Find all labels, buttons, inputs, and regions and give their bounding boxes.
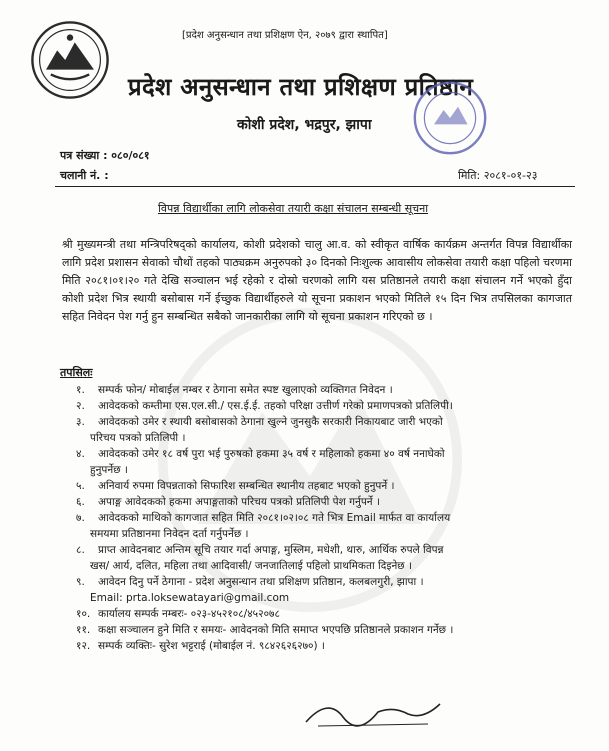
header-divider bbox=[55, 186, 575, 187]
item-number: ११. bbox=[76, 624, 91, 636]
item-text: आवेदकको उमेर र स्थायी बसोबासको ठेगाना खुल्ने जुनसुकै सरकारी निकायबाट जारी भएको bbox=[98, 416, 443, 428]
item-text: आवेदकको उमेर १८ वर्ष पुरा भई पुरुषको हकमा ३५ वर्ष र महिलाको हकमा ४० वर्ष ननाघेको bbox=[98, 448, 445, 460]
list-item bbox=[76, 510, 576, 542]
item-text: आवेदकको कम्तीमा एस.एल.सी./ एस.ई.ई. तहको परिक्षा उत्तीर्ण गरेको प्रमाणपत्रको प्रतिलिपी। bbox=[98, 400, 453, 412]
list-item bbox=[76, 542, 576, 574]
item-number: १२. bbox=[76, 640, 91, 652]
list-item bbox=[76, 574, 576, 606]
item-text-continued: खस/ आर्य, दलित, महिला तथा आदिवासी/ जनजातिलाई पहिलो प्राथमिकता दिइनेछ । bbox=[90, 560, 412, 572]
organization-logo-icon bbox=[30, 20, 110, 100]
organization-title: प्रदेश अनुसन्धान तथा प्रशिक्षण प्रतिष्ठान bbox=[128, 73, 474, 101]
office-stamp-icon bbox=[410, 78, 490, 158]
list-item bbox=[76, 398, 576, 414]
item-text-continued: हुनुपर्नेछ । bbox=[90, 464, 128, 476]
item-number: १. bbox=[76, 384, 85, 396]
signature-icon bbox=[298, 692, 448, 732]
item-text: आवेदन दिनु पर्ने ठेगाना - प्रदेश अनुसन्धान तथा प्रशिक्षण प्रतिष्ठान, कलबलगुरी, झापा । bbox=[98, 576, 424, 588]
list-item bbox=[76, 606, 576, 622]
item-text-continued: परिचय पत्रको प्रतिलिपी । bbox=[90, 432, 186, 444]
item-number: २. bbox=[76, 400, 85, 412]
item-text: कार्यालय सम्पर्क नम्बरः- ०२३-४५२१०८/४५२०७८ bbox=[98, 608, 280, 620]
list-item bbox=[76, 638, 576, 654]
item-number: ६. bbox=[76, 496, 85, 508]
item-text-continued: समयमा प्रतिष्ठानमा निवेदन दर्ता गर्नुपर्नेछ । bbox=[90, 528, 249, 540]
notice-date: मिति: २०८१-०१-२३ bbox=[458, 169, 538, 182]
organization-address: कोशी प्रदेश, भद्रपुर, झापा bbox=[237, 117, 372, 133]
reference-number: पत्र संख्या : ०८०/०८१ bbox=[60, 149, 150, 162]
list-item bbox=[76, 622, 576, 638]
item-number: ९. bbox=[76, 576, 85, 588]
item-number: ४. bbox=[76, 448, 85, 460]
requirements-heading: तपसिलः bbox=[60, 366, 93, 379]
item-number: ७. bbox=[76, 512, 85, 524]
item-number: १०. bbox=[76, 608, 91, 620]
item-text: कक्षा सञ्चालन हुने मिति र समयः- आवेदनको मिति समाप्त भएपछि प्रतिष्ठानले प्रकाशन गर्नेछ । bbox=[98, 624, 454, 636]
list-item bbox=[76, 382, 576, 398]
list-item bbox=[76, 414, 576, 446]
item-text: सम्पर्क फोन/ मोबाईल नम्बर र ठेगाना समेत स्पष्ट खुलाएको व्यक्तिगत निवेदन । bbox=[98, 384, 393, 396]
list-item bbox=[76, 446, 576, 478]
dispatch-number: चलानी नं. : bbox=[60, 169, 109, 182]
item-text: सम्पर्क व्यक्तिः- सुरेश भट्टराई (मोबाईल नं. ९८४२६२६२७०) । bbox=[98, 640, 325, 652]
item-email[interactable]: Email: prta.loksewatayari@gmail.com bbox=[90, 592, 290, 604]
item-text: आवेदकको माथिको कागजात सहित मिति २०८१।०२।०८ गते भित्र Email मार्फत वा कार्यालय bbox=[98, 512, 451, 524]
item-number: ३. bbox=[76, 416, 85, 428]
item-number: ८. bbox=[76, 544, 85, 556]
list-item bbox=[76, 478, 576, 494]
list-item bbox=[76, 494, 576, 510]
requirements-list bbox=[76, 382, 576, 654]
item-text: अनिवार्य रुपमा विपन्नताको सिफारिश सम्बन्धित स्थानीय तहबाट भएको हुनुपर्ने । bbox=[98, 480, 395, 492]
item-text: प्राप्त आवेदनबाट अन्तिम सूचि तयार गर्दा अपाङ्ग, मुस्लिम, मधेशी, थारु, आर्थिक रुपले विपन्न bbox=[98, 544, 444, 556]
item-number: ५. bbox=[76, 480, 85, 492]
notice-subject: विपन्न विद्यार्थीका लागि लोकसेवा तयारी कक्षा संचालन सम्बन्धी सूचना bbox=[158, 202, 429, 215]
item-text: अपाङ्ग आवेदकको हकमा अपाङ्गताको परिचय पत्रको प्रतिलिपी पेश गर्नुपर्ने । bbox=[98, 496, 380, 508]
notice-body: श्री मुख्यमन्त्री तथा मन्त्रिपरिषद्को कार्यालय, कोशी प्रदेशको चालु आ.व. को स्वीकृत वार्षिक कार्यक्रम अन्तर्गत विपन्न विद्यार्थीका लागि प्रदेश प्रशासन सेवाको चौथों तहको पाठ्यक्रम अनुरुपको ३० दिनको निःशुल्क आवासीय लोकसेवा तयारी कक्षा पहिलो चरणमा मिति २०८१।०१।२० गते देखि सञ्चालन भई रहेको र दोस्रो चरणको लागि यस प्रतिष्ठानले तयारी कक्षा संचालन गर्ने भएको हुँदा कोशी प्रदेश भित्र स्थायी बसोबास गर्ने ईच्छुक विद्यार्थीहरुले यो सूचना प्रकाशन भएको मितिले १५ दिन भित्र तपसिलका कागजात सहित निवेदन पेश गर्नु हुन सम्बन्धित सबैको जानकारीका लागि यो सूचना प्रकाशन गरिएको छ । bbox=[62, 238, 572, 323]
establishment-note: [प्रदेश अनुसन्धान तथा प्रशिक्षण ऐन, २०७९ द्वारा स्थापित] bbox=[182, 30, 388, 41]
